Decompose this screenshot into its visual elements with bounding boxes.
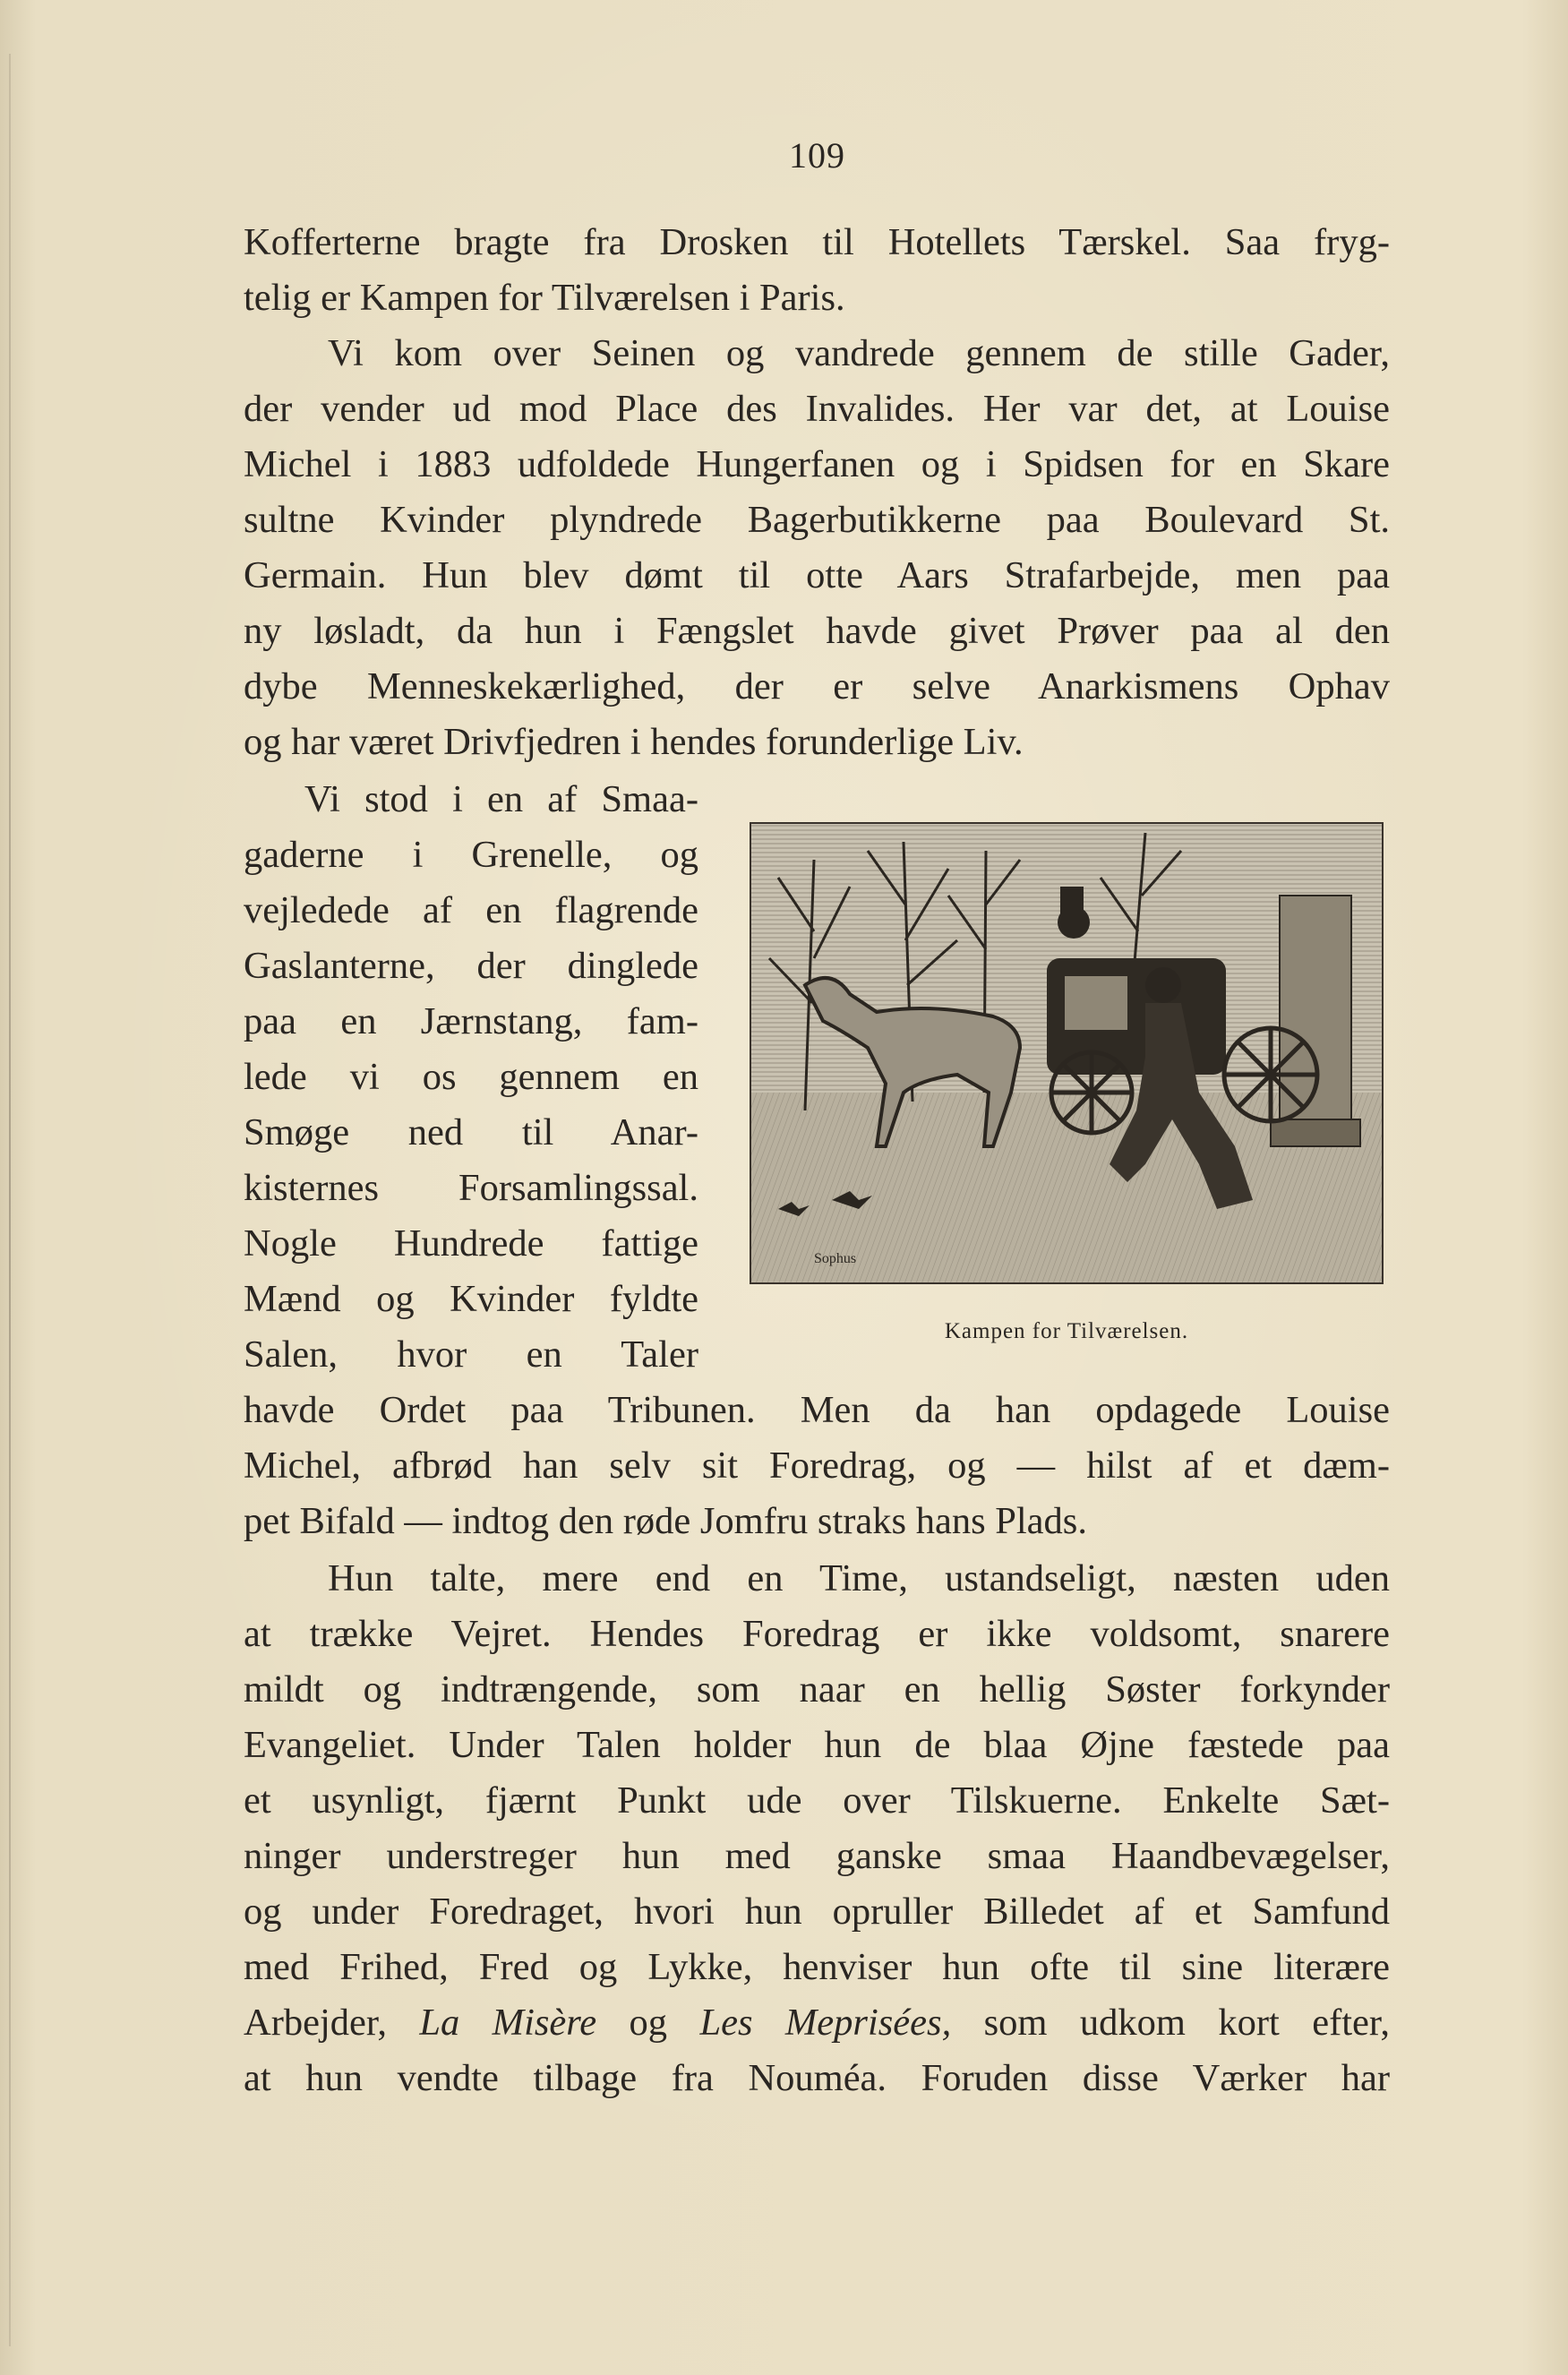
text-line: Michel, afbrød han selv sit Foredrag, og — hilst af et dæm- bbox=[244, 1445, 1390, 1487]
text-line: og har været Drivfjedren i hendes forunderlige Liv. bbox=[244, 721, 1024, 763]
text-line: Vi kom over Seinen og vandrede gennem de stille Gader, bbox=[328, 332, 1390, 374]
figure-caption: Kampen for Tilværelsen. bbox=[944, 1319, 1189, 1343]
text-line: paa en Jærnstang, fam- bbox=[244, 1000, 698, 1042]
text-line: at trække Vejret. Hendes Foredrag er ikke voldsomt, snarere bbox=[244, 1613, 1390, 1655]
text-line: der vender ud mod Place des Invalides. Her var det, at Louise bbox=[244, 388, 1390, 430]
text-line: Evangeliet. Under Talen holder hun de blaa Øjne fæstede paa bbox=[244, 1724, 1390, 1766]
text-line: et usynligt, fjærnt Punkt ude over Tilskuerne. Enkelte Sæt- bbox=[244, 1779, 1390, 1822]
text-line: Michel i 1883 udfoldede Hungerfanen og i Spidsen for en Skare bbox=[244, 443, 1390, 485]
text-segment: Arbejder, bbox=[244, 2002, 420, 2044]
text-line: lede vi os gennem en bbox=[244, 1056, 698, 1098]
text-line: og under Foredraget, hvori hun opruller Billedet af et Samfund bbox=[244, 1891, 1390, 1933]
text-line: at hun vendte tilbage fra Nouméa. Foruden disse Værker har bbox=[244, 2057, 1390, 2099]
text-segment: som udkom kort efter, bbox=[951, 2002, 1390, 2044]
text-line: Nogle Hundrede fattige bbox=[244, 1222, 698, 1265]
text-segment: og bbox=[596, 2002, 700, 2044]
text-line: Mænd og Kvinder fyldte bbox=[244, 1278, 698, 1320]
page-number: 109 bbox=[789, 135, 845, 176]
text-line: pet Bifald — indtog den røde Jomfru straks hans Plads. bbox=[244, 1500, 1087, 1542]
work-title: Les Meprisées, bbox=[699, 2002, 952, 2044]
binding-edge bbox=[9, 54, 11, 2346]
text-line-with-titles bbox=[244, 1995, 1390, 2051]
work-title: La Misère bbox=[419, 2002, 597, 2044]
text-line: telig er Kampen for Tilværelsen i Paris. bbox=[244, 277, 845, 319]
text-line: Gaslanterne, der dinglede bbox=[244, 945, 698, 987]
text-line: Smøge ned til Anar- bbox=[244, 1111, 698, 1153]
text-line: dybe Menneskekærlighed, der er selve Anarkismens Ophav bbox=[244, 665, 1390, 707]
illustration-cab-scene bbox=[750, 822, 1384, 1284]
text-line: sultne Kvinder plyndrede Bagerbutikkerne paa Boulevard St. bbox=[244, 499, 1390, 541]
text-line: mildt og indtrængende, som naar en hellig Søster forkynder bbox=[244, 1668, 1390, 1711]
text-line: med Frihed, Fred og Lykke, henviser hun ofte til sine literære bbox=[244, 1946, 1390, 1988]
text-line: vejledede af en flagrende bbox=[244, 889, 698, 931]
text-line: kisternes Forsamlingssal. bbox=[244, 1167, 698, 1209]
engraving-illustration bbox=[751, 824, 1382, 1282]
text-line: ny løsladt, da hun i Fængslet havde givet Prøver paa al den bbox=[244, 610, 1390, 652]
text-line: ninger understreger hun med ganske smaa Haandbevægelser, bbox=[244, 1835, 1390, 1877]
text-line: Salen, hvor en Taler bbox=[244, 1333, 698, 1376]
text-line: Vi stod i en af Smaa- bbox=[304, 778, 698, 820]
text-line: Germain. Hun blev dømt til otte Aars Strafarbejde, men paa bbox=[244, 554, 1390, 596]
text-line: havde Ordet paa Tribunen. Men da han opdagede Louise bbox=[244, 1389, 1390, 1431]
text-line: Kofferterne bragte fra Drosken til Hotellets Tærskel. Saa fryg- bbox=[244, 221, 1390, 263]
text-line: gaderne i Grenelle, og bbox=[244, 834, 698, 876]
artist-signature: Sophus bbox=[814, 1251, 857, 1266]
text-line: Hun talte, mere end en Time, ustandseligt, næsten uden bbox=[328, 1557, 1390, 1599]
